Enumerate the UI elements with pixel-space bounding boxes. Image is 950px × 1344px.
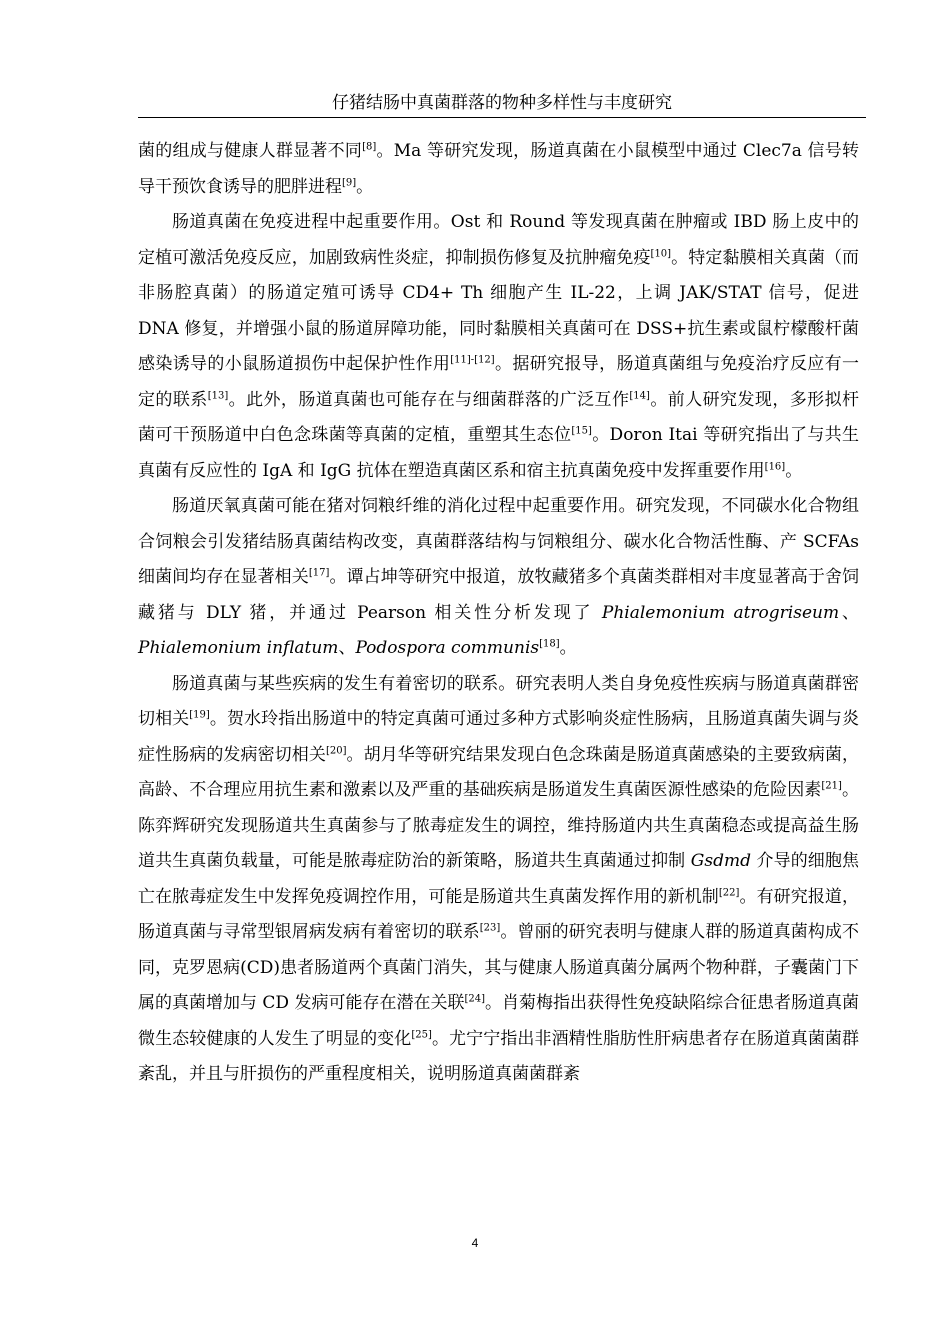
text-run: 肠道厌氧真菌可能在猪对饲粮纤维的消化过程中起重要作用。研究发现，不同碳水化合物组合饲粮会引发猪结肠真菌结构改变，真菌群落结构与饲粮组分、碳水化合物活性酶、产 SCFAs 细菌间均存在显著相关 [138, 496, 859, 587]
text-run: 。前人研究发现，多形拟杆菌可干预肠道中白色念珠菌等真菌的定植，重塑其生态位 [138, 389, 860, 445]
citation-ref: [10] [650, 247, 672, 259]
text-run: 。Doron Itai 等研究指出了与共生真菌有反应性的 IgA 和 IgG 抗体在塑造真菌区系和宿主抗真菌免疫中发挥重要作用 [138, 425, 860, 481]
paragraph [138, 134, 859, 205]
citation-ref: [15] [571, 425, 592, 437]
text-run: 肠道真菌在免疫进程中起重要作用。Ost 和 Round 等发现真菌在肿瘤或 IBD 肠上皮中的定植可激活免疫反应，加剧致病性炎症，抑制损伤修复及抗肿瘤免疫 [138, 212, 859, 268]
citation-ref: [8] [362, 141, 377, 153]
text-run: 。胡月华等研究结果发现白色念珠菌是肠道真菌感染的主要致病菌，高龄、不合理应用抗生素和激素以及严重的基础疾病是肠道发生真菌医源性感染的危险因素 [138, 744, 860, 800]
text-run: 。肖菊梅指出获得性免疫缺陷综合征患者肠道真菌微生态较健康的人发生了明显的变化 [138, 993, 859, 1049]
citation-ref: [9] [342, 176, 357, 188]
text-run: 。谭占坤等研究中报道，放牧藏猪多个真菌类群相对丰度显著高于舍饲藏猪与 DLY 猪，并通过 Pearson 相关性分析发现了 [138, 567, 860, 623]
italic-term: Phialemonium atrogriseum [601, 602, 840, 623]
citation-ref: [14] [629, 389, 650, 401]
citation-ref: [18] [539, 638, 560, 650]
text-run: 介导的细胞焦亡在脓毒症发生中发挥免疫调控作用，可能是肠道共生真菌发挥作用的新机制 [138, 851, 860, 907]
italic-term: Phialemonium inflatum [138, 638, 339, 658]
text-run: 。尤宁宁指出非酒精性脂肪性肝病患者存在肠道真菌菌群紊乱，并且与肝损伤的严重程度相关，说明肠道真菌菌群紊 [138, 1028, 860, 1084]
italic-term: Podospora communis [355, 638, 540, 658]
citation-ref: [13] [207, 389, 229, 401]
text-run: 。贺水玲指出肠道中的特定真菌可通过多种方式影响炎症性肠病，且肠道真菌失调与炎症性肠病的发病密切相关 [138, 709, 860, 765]
citation-ref: [16] [764, 460, 786, 472]
citation-ref: [11]-[12] [450, 354, 495, 366]
citation-ref: [24] [464, 993, 485, 1005]
citation-ref: [25] [411, 1028, 432, 1040]
text-run: 。特定黏膜相关真菌（而非肠腔真菌）的肠道定殖可诱导 CD4+ Th 细胞产生 IL-22，上调 JAK/STAT 信号，促进 DNA 修复，并增强小鼠的肠道屏障功能，同时黏膜相关真菌可在 DSS+抗生素或鼠柠檬酸杆菌感染诱导的小鼠肠道损伤中起保护性作用 [138, 247, 860, 374]
text-run: 。 [559, 638, 577, 658]
text-run: 。此外，肠道真菌也可能存在与细菌群落的广泛互作 [228, 389, 630, 410]
text-run: 。陈弈辉研究发现肠道共生真菌参与了脓毒症发生的调控，维持肠道内共生真菌稳态或提高益生肠道共生真菌负载量，可能是脓毒症防治的新策略，肠道共生真菌通过抑制 [138, 780, 860, 871]
text-run: 、 [338, 638, 356, 658]
body-text [138, 134, 859, 1093]
text-run: 。Ma 等研究发现，肠道真菌在小鼠模型中通过 Clec7a 信号转导干预饮食诱导的肥胖进程 [138, 141, 860, 197]
paragraph [138, 489, 859, 667]
paragraph [138, 205, 859, 489]
page-number: 4 [471, 1236, 479, 1250]
text-run: 、 [839, 602, 859, 623]
text-run: 。有研究报道，肠道真菌与寻常型银屑病发病有着密切的联系 [138, 886, 859, 942]
text-run: 。 [785, 460, 803, 481]
citation-ref: [19] [189, 709, 210, 721]
running-header: 仔猪结肠中真菌群落的物种多样性与丰度研究 [332, 93, 672, 113]
text-run: 。 [356, 176, 374, 197]
citation-ref: [21] [821, 780, 842, 792]
citation-ref: [23] [479, 922, 501, 934]
text-run: 肠道真菌与某些疾病的发生有着密切的联系。研究表明人类自身免疫性疾病与肠道真菌群密切相关 [138, 673, 859, 729]
header-rule [138, 117, 866, 118]
italic-term: Gsdmd [690, 851, 751, 871]
paragraph [138, 667, 859, 1093]
text-run: 菌的组成与健康人群显著不同 [138, 141, 363, 161]
citation-ref: [20] [325, 744, 347, 756]
citation-ref: [17] [308, 567, 330, 579]
citation-ref: [22] [718, 886, 740, 898]
text-run: 。据研究报导，肠道真菌组与免疫治疗反应有一定的联系 [138, 354, 860, 410]
text-run: 。曾丽的研究表明与健康人群的肠道真菌构成不同，克罗恩病(CD)患者肠道两个真菌门消失，其与健康人肠道真菌分属两个物种群，子囊菌门下属的真菌增加与 CD 发病可能存在潜在关联 [138, 922, 860, 1013]
